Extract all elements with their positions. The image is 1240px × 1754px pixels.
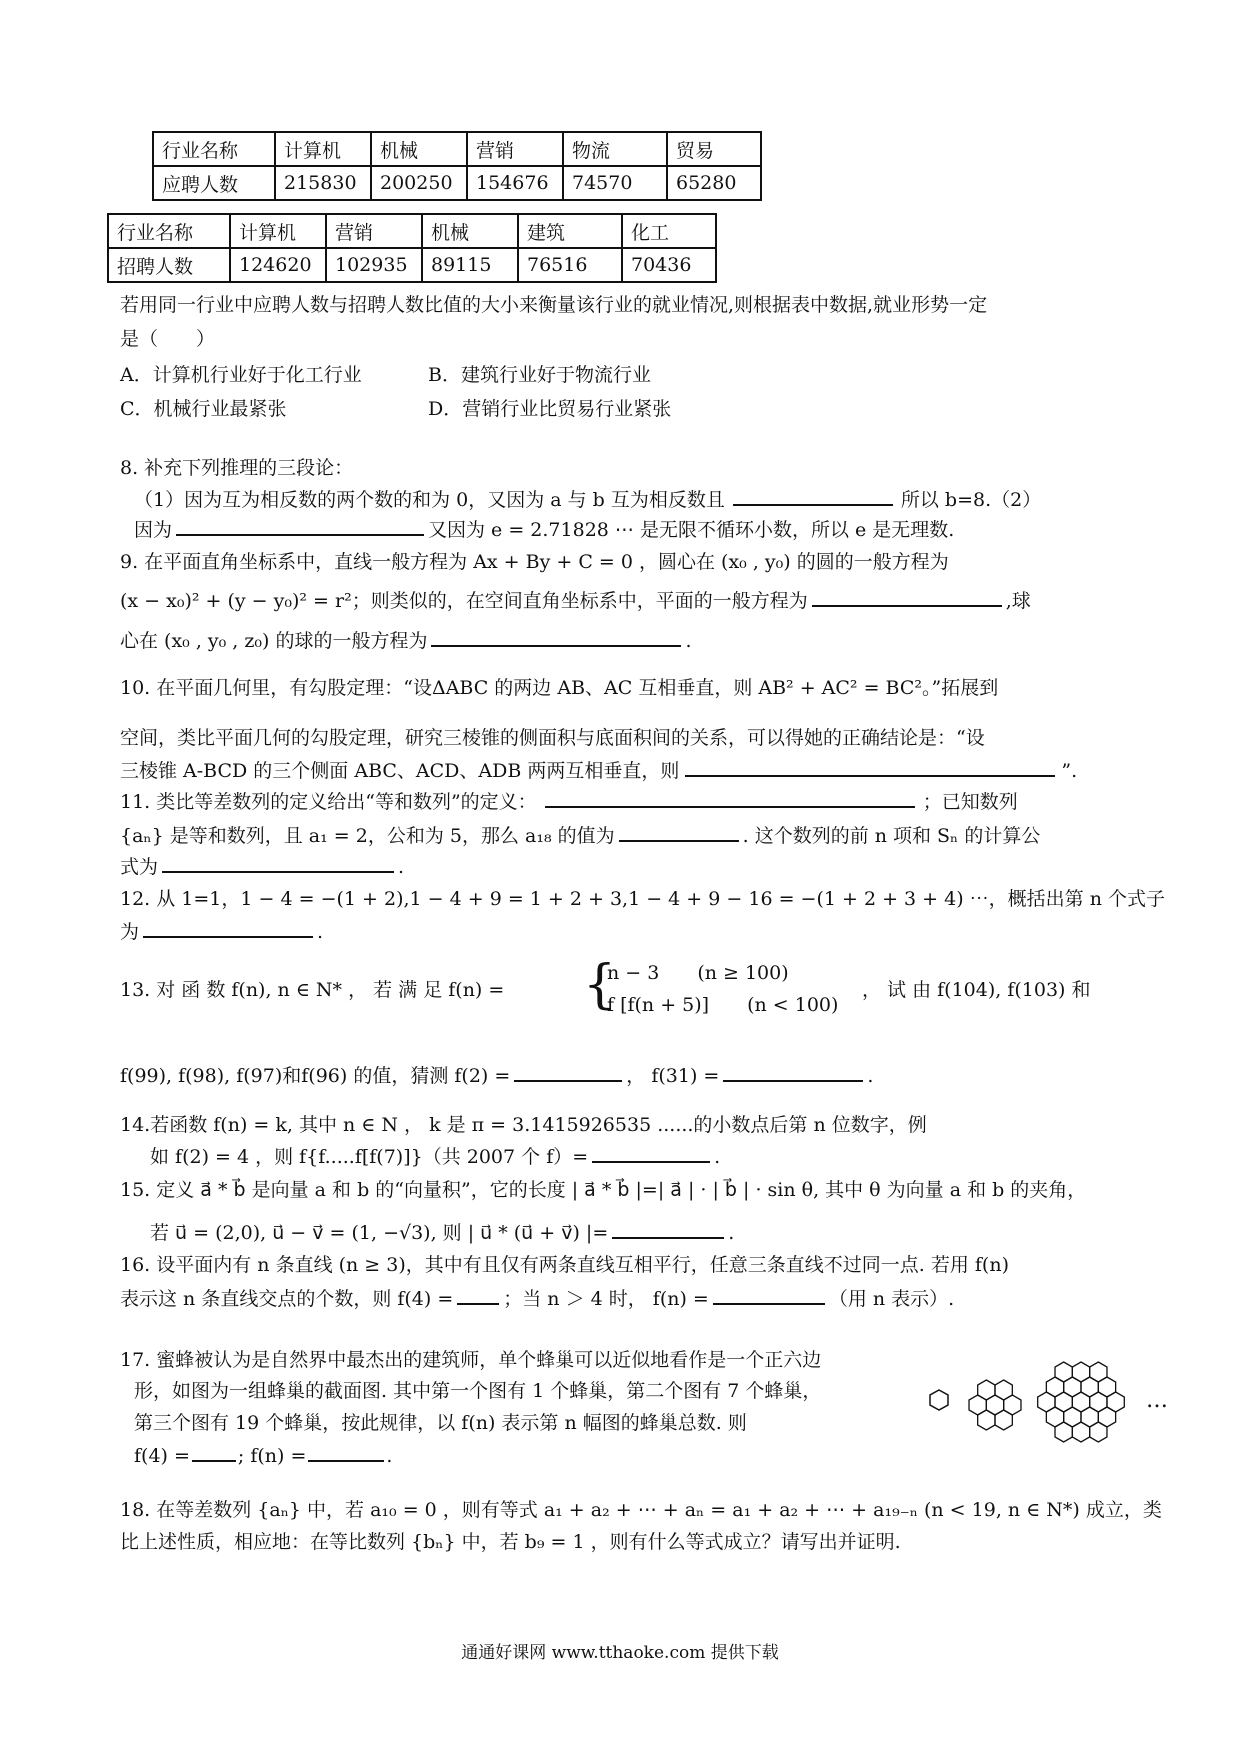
table-cell: 计算机 [230, 214, 326, 248]
answer-blank[interactable] [685, 755, 1055, 777]
text: 若 u⃗ = (2,0), u⃗ − v⃗ = (1, −√3), 则 | u⃗ * (u⃗ + v⃗) |= [150, 1222, 609, 1244]
question-line: 10. 在平面几何里，有勾股定理：“设ΔABC 的两边 AB、AC 互相垂直，则 AB² + AC² = BC²。”拓展到 [120, 677, 999, 699]
answer-blank[interactable] [592, 1141, 710, 1163]
text: . [317, 921, 324, 943]
text: （1）因为互为相反数的两个数的和为 0，又因为 a 与 b 互为相反数且 [134, 489, 725, 511]
brace-icon: { [583, 955, 617, 1015]
text: ,球 [1005, 590, 1031, 612]
answer-blank[interactable] [545, 786, 915, 808]
answer-blank[interactable] [308, 1440, 384, 1462]
table-cell: 计算机 [275, 132, 371, 166]
question-line [150, 1217, 734, 1248]
question-line [134, 1440, 392, 1471]
table-cell: 化工 [622, 214, 716, 248]
table-cell: 营销 [326, 214, 422, 248]
answer-blank[interactable] [619, 820, 739, 842]
table-cell: 200250 [371, 166, 467, 200]
question-title: 8. 补充下列推理的三段论： [120, 457, 354, 479]
answer-blank[interactable] [457, 1283, 499, 1305]
question-line: 14.若函数 f(n) = k, 其中 n ∈ N ， k 是 π = 3.1415926535 ......的小数点后第 n 位数字，例 [120, 1114, 927, 1136]
text: 心在 (x₀ , y₀ , z₀) 的球的一般方程为 [120, 630, 428, 652]
table-cell: 76516 [518, 248, 622, 282]
text: . [398, 856, 405, 878]
question-line [120, 820, 1040, 851]
text: . [714, 1146, 721, 1168]
honeycomb-2-icon [963, 1375, 1027, 1435]
text: (x − x₀)² + (y − y₀)² = r²；则类似的，在空间直角坐标系中，平面的一般方程为 [120, 590, 808, 612]
text: f(99), f(98), f(97)和f(96) 的值，猜测 f(2) = [120, 1065, 511, 1087]
question-line: 15. 定义 a⃗ * b⃗ 是向量 a 和 b 的“向量积”，它的长度 | a⃗ * b⃗ |=| a⃗ | · | b⃗ | · sin θ, 其中 θ 为向量 a 和 b 的夹角， [120, 1179, 1087, 1201]
table-cell: 89115 [422, 248, 518, 282]
honeycomb-1-icon [927, 1388, 951, 1412]
question-line [120, 786, 1018, 817]
table-cell: 行业名称 [153, 132, 275, 166]
question-line [120, 851, 404, 882]
text: ”. [1061, 760, 1078, 782]
text: . [386, 1445, 393, 1467]
question-line [150, 1141, 720, 1172]
table-cell: 行业名称 [108, 214, 230, 248]
text: 表示这 n 条直线交点的个数，则 f(4) = [120, 1288, 454, 1310]
question-line: 第三个图有 19 个蜂巢，按此规律，以 f(n) 表示第 n 幅图的蜂巢总数. 则 [134, 1412, 747, 1434]
text: （用 n 表示）. [828, 1288, 955, 1310]
answer-blank[interactable] [431, 625, 681, 647]
answer-blank[interactable] [812, 585, 1002, 607]
question-line [134, 514, 954, 545]
answer-blank[interactable] [176, 514, 424, 536]
question-line [120, 1060, 873, 1091]
text: . 这个数列的前 n 项和 Sₙ 的计算公 [742, 825, 1041, 847]
text: ；已知数列 [922, 791, 1018, 813]
recruitment-table [107, 213, 717, 283]
answer-blank[interactable] [162, 851, 394, 873]
hexagon-cell [1107, 1392, 1124, 1412]
table-cell: 102935 [326, 248, 422, 282]
answer-blank[interactable] [514, 1060, 622, 1082]
text: . [685, 630, 692, 652]
text: 式为 [120, 856, 159, 878]
table-cell: 74570 [563, 166, 667, 200]
question-line: 12. 从 1=1，1 − 4 = −(1 + 2),1 − 4 + 9 = 1 + 2 + 3,1 − 4 + 9 − 16 = −(1 + 2 + 3 + 4) ⋯，概括出第 n 个式子 [120, 888, 1165, 910]
table-row [108, 214, 716, 248]
applicants-table [152, 131, 762, 201]
option-a: A．计算机行业好于化工行业 [120, 364, 362, 386]
question-line: 18. 在等差数列 {aₙ} 中，若 a₁₀ = 0 ，则有等式 a₁ + a₂ + ⋯ + aₙ = a₁ + a₂ + ⋯ + a₁₉₋ₙ (n < 19, n ∈ N*) 成立，类 [120, 1499, 1162, 1521]
text: ， f(31) = [626, 1065, 720, 1087]
page-footer: 通通好课网 www.tthaoke.com 提供下载 [461, 1643, 779, 1663]
question-line: 比上述性质，相应地：在等比数列 {bₙ} 中，若 b₉ = 1 ，则有什么等式成立？请写出并证明. [120, 1531, 901, 1553]
table-cell: 70436 [622, 248, 716, 282]
answer-blank[interactable] [192, 1440, 236, 1462]
table-cell: 建筑 [518, 214, 622, 248]
question-line: 13. 对 函 数 f(n), n ∈ N* ， 若 满 足 f(n) = [120, 979, 505, 1001]
table-row [153, 166, 761, 200]
table-cell: 154676 [467, 166, 563, 200]
table-cell: 招聘人数 [108, 248, 230, 282]
hexagon-cell [1004, 1395, 1021, 1415]
question-stem: 是（ ） [120, 328, 216, 350]
option-c: C．机械行业最紧张 [120, 398, 287, 420]
question-line: 空间，类比平面几何的勾股定理，研究三棱锥的侧面积与底面积间的关系，可以得她的正确结论是：“设 [120, 727, 985, 749]
answer-blank[interactable] [143, 916, 313, 938]
option-b: B．建筑行业好于物流行业 [428, 364, 651, 386]
text: 所以 b=8.（2） [900, 489, 1042, 511]
table-cell: 215830 [275, 166, 371, 200]
text: 如 f(2) = 4 ，则 f{f.....f[f(7)]}（共 2007 个 f）= [150, 1146, 589, 1168]
table-cell: 应聘人数 [153, 166, 275, 200]
answer-blank[interactable] [612, 1217, 724, 1239]
text: 又因为 e = 2.71828 ⋯ 是无限不循环小数，所以 e 是无理数. [428, 519, 955, 541]
question-line: 16. 设平面内有 n 条直线 (n ≥ 3)，其中有且仅有两条直线互相平行，任意三条直线不过同一点. 若用 f(n) [120, 1254, 1009, 1276]
text: f(4) = [134, 1445, 190, 1467]
answer-blank[interactable] [733, 484, 893, 506]
text: 为 [120, 921, 140, 943]
answer-blank[interactable] [723, 1060, 863, 1082]
question-line: 9. 在平面直角坐标系中，直线一般方程为 Ax + By + C = 0 ，圆心在 (x₀ , y₀) 的圆的一般方程为 [120, 551, 949, 573]
text: . [867, 1065, 874, 1087]
text: 11. 类比等差数列的定义给出“等和数列”的定义： [120, 791, 537, 813]
table-cell: 65280 [667, 166, 761, 200]
ellipsis-icon: … [1146, 1388, 1168, 1413]
table-cell: 124620 [230, 248, 326, 282]
text: ; f(n) = [237, 1445, 307, 1467]
question-line [120, 1283, 954, 1314]
question-line [120, 625, 692, 656]
honeycomb-3-icon [1033, 1352, 1129, 1452]
table-row [108, 248, 716, 282]
piecewise-case-1: n − 3 (n ≥ 100) [607, 962, 789, 984]
text: {aₙ} 是等和数列，且 a₁ = 2，公和为 5，那么 a₁₈ 的值为 [120, 825, 615, 847]
text: ；当 n ＞ 4 时， f(n) = [503, 1288, 709, 1310]
table-cell: 物流 [563, 132, 667, 166]
table-cell: 贸易 [667, 132, 761, 166]
question-line: ， 试 由 f(104), f(103) 和 [862, 979, 1091, 1001]
question-line [120, 916, 323, 947]
text: 因为 [134, 519, 173, 541]
table-cell: 机械 [371, 132, 467, 166]
table-row [153, 132, 761, 166]
option-d: D．营销行业比贸易行业紧张 [428, 398, 672, 420]
piecewise-case-2: f [f(n + 5)] (n < 100) [607, 994, 839, 1016]
question-line [134, 484, 1041, 515]
question-line [120, 755, 1077, 786]
answer-blank[interactable] [713, 1283, 825, 1305]
question-line: 17. 蜜蜂被认为是自然界中最杰出的建筑师，单个蜂巢可以近似地看作是一个正六边 [120, 1349, 822, 1371]
question-stem: 若用同一行业中应聘人数与招聘人数比值的大小来衡量该行业的就业情况,则根据表中数据,就业形势一定 [120, 294, 988, 316]
table-cell: 机械 [422, 214, 518, 248]
table-cell: 营销 [467, 132, 563, 166]
question-line: 形，如图为一组蜂巢的截面图. 其中第一个图有 1 个蜂巢，第二个图有 7 个蜂巢， [134, 1380, 822, 1402]
text: 三棱锥 A-BCD 的三个侧面 ABC、ACD、ADB 两两互相垂直，则 [120, 760, 680, 782]
text: . [728, 1222, 735, 1244]
question-line [120, 585, 1031, 616]
